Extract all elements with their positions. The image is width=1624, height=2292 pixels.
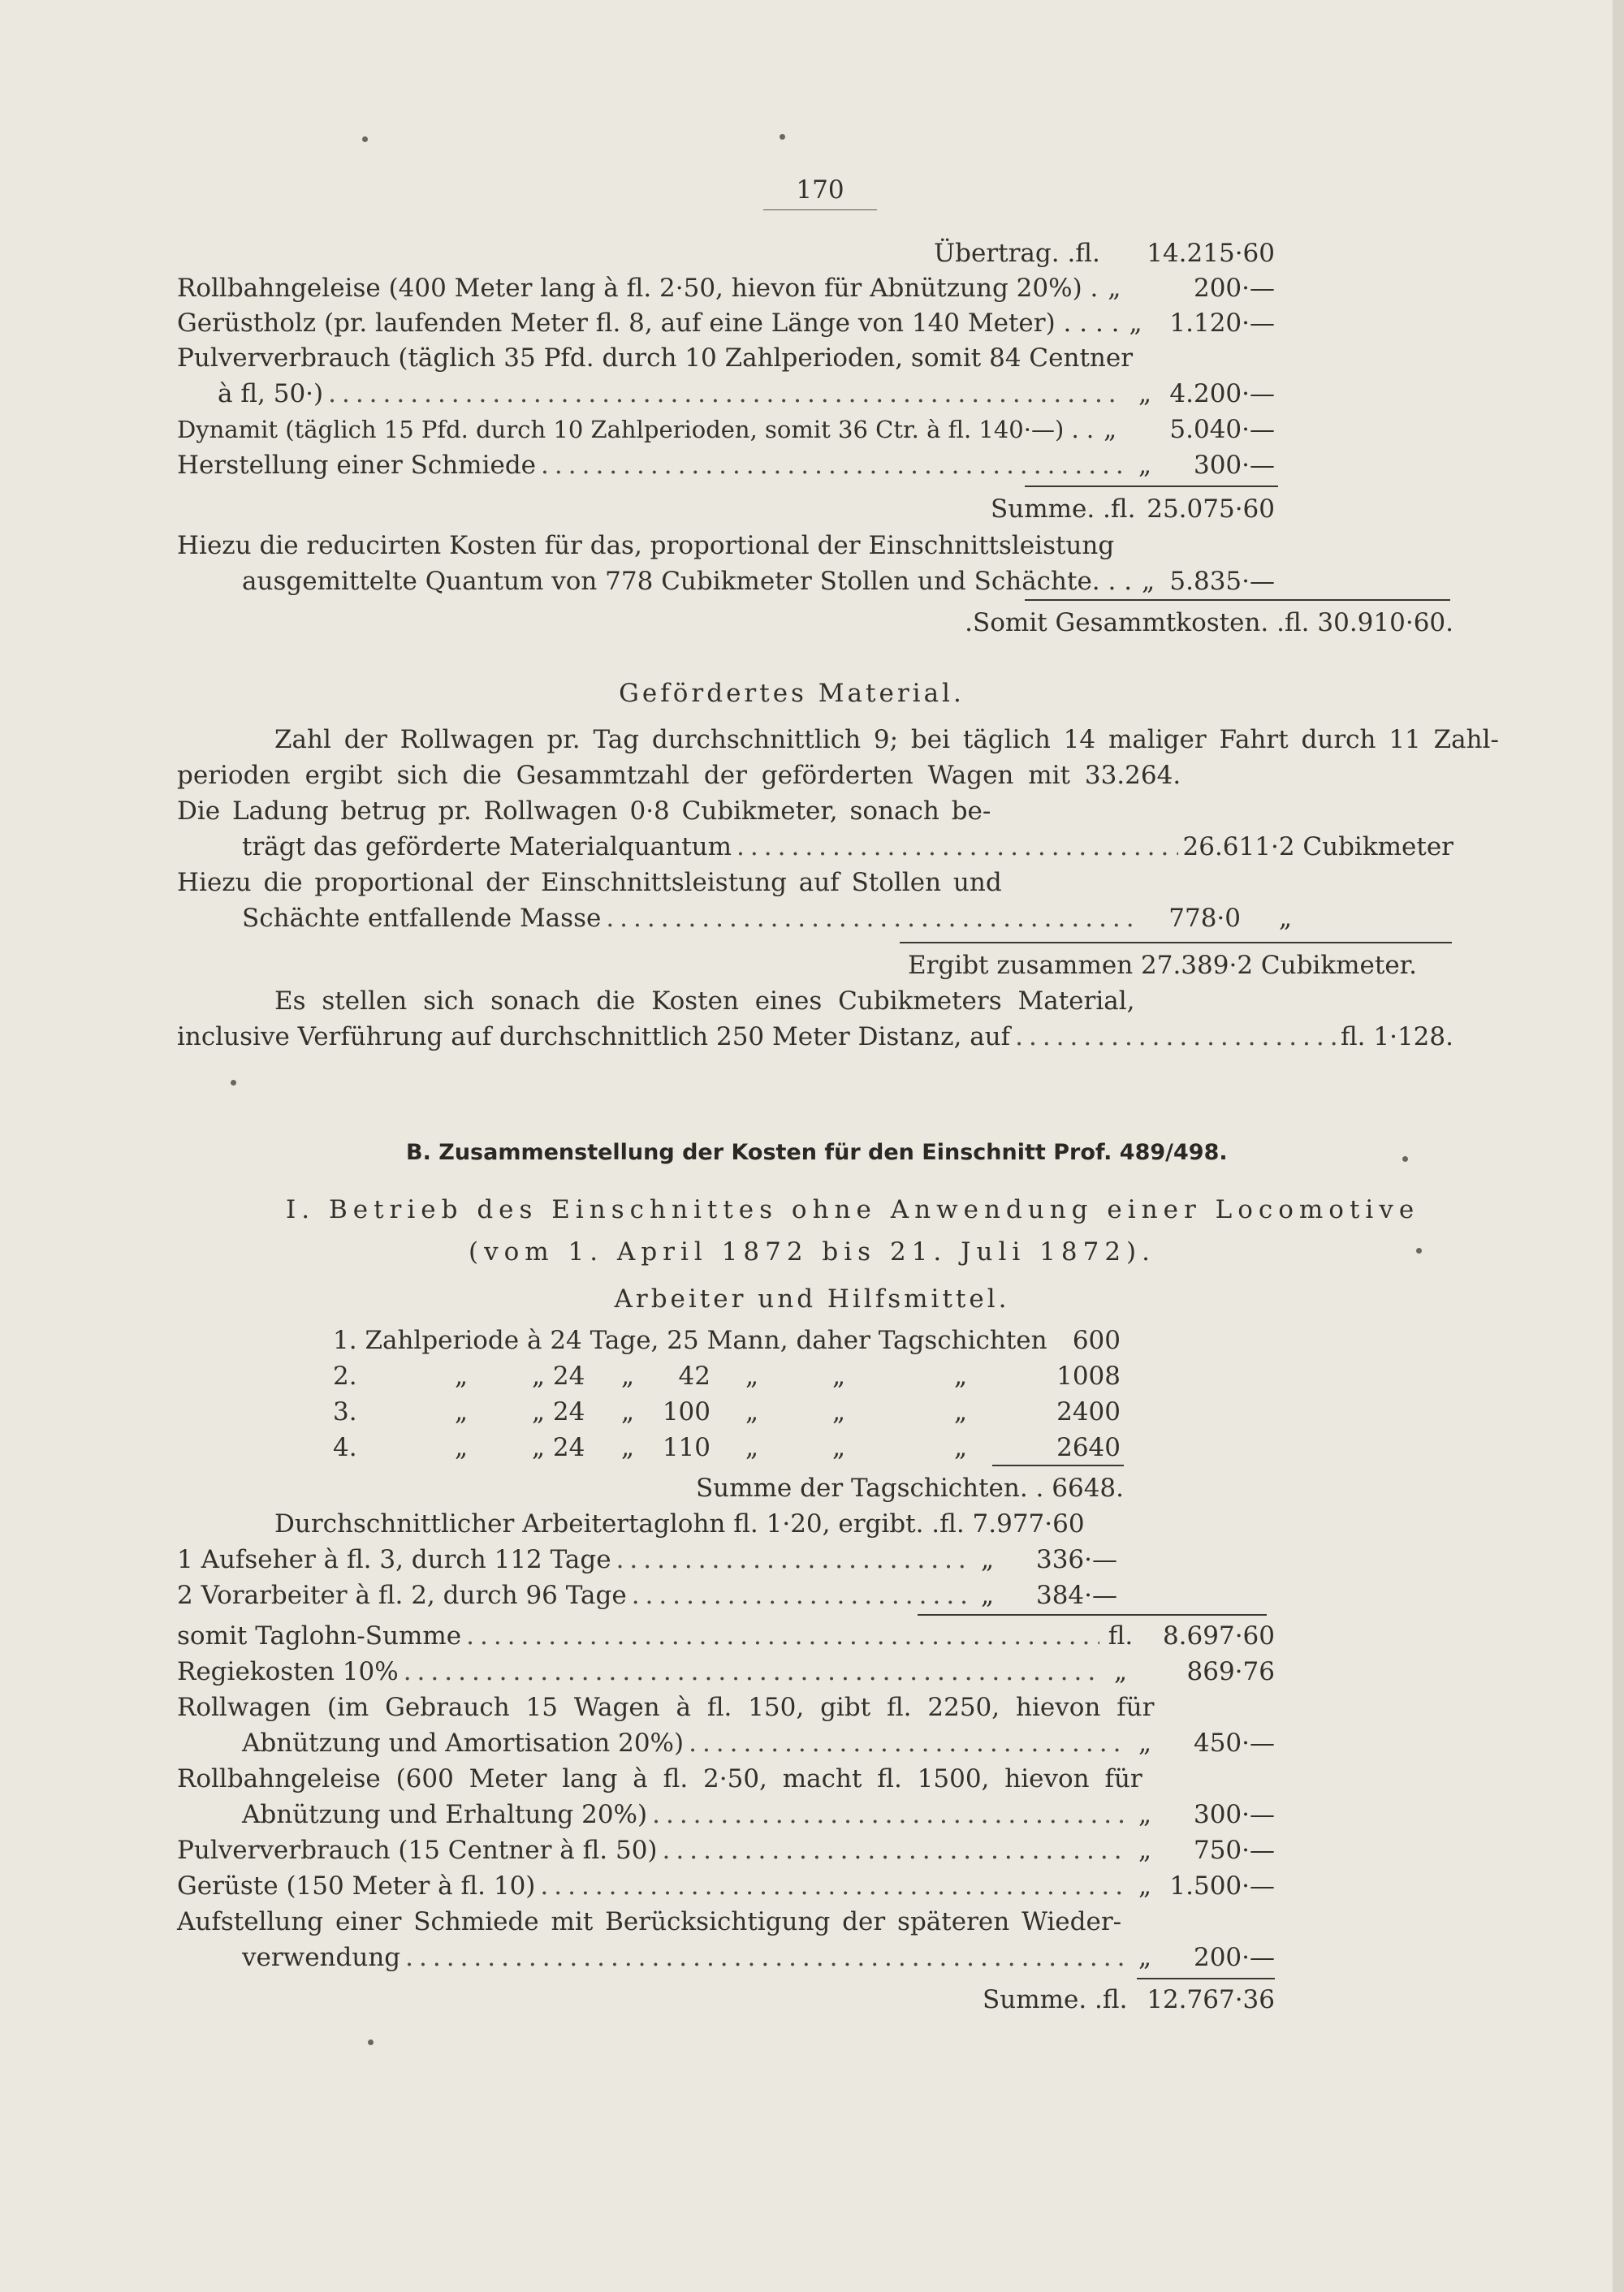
- material-quantity-line: trägt das geförderte Materialquantum ..... 26.611·2 Cubikmeter: [242, 829, 1453, 865]
- supervisor-line: 2 Vorarbeiter à fl. 2, durch 96 Tage ..... „ 384·—: [177, 1578, 1117, 1613]
- material-cost-line2: inclusive Verführung auf durchschnittlich 250 Meter Distanz, auf ..... fl. 1·128.: [177, 1019, 1453, 1055]
- ditto-mark: „: [745, 1433, 759, 1462]
- cost-item: à fl, 50·) ..... „ 4.200·—: [218, 376, 1275, 412]
- sum-label: Summe. .fl.: [983, 1985, 1128, 2014]
- period-men: 100: [662, 1397, 710, 1427]
- page-number: 170: [796, 175, 844, 205]
- cost-item-line1: Aufstellung einer Schmiede mit Berücksichtigung der späteren Wieder-: [177, 1907, 1122, 1936]
- ditto-mark: „: [455, 1397, 469, 1427]
- wage-sum-line: somit Taglohn-Summe ..... fl. 8.697·60: [177, 1618, 1275, 1654]
- period-men: 42: [678, 1362, 710, 1391]
- period-days: „ 24: [532, 1397, 585, 1427]
- ditto-mark: „: [832, 1397, 846, 1427]
- material-title: Gefördertes Material.: [619, 679, 965, 708]
- material-para3-line1: Hiezu die proportional der Einschnittsleistung auf Stollen und: [177, 868, 1002, 897]
- hiezu-line1: Hiezu die reducirten Kosten für das, proportional der Einschnittsleistung: [177, 531, 1115, 560]
- period-value: 2400: [1056, 1397, 1121, 1427]
- period-row: 1. Zahlperiode à 24 Tage, 25 Mann, daher Tagschichten: [333, 1326, 1047, 1355]
- transfer-value: 14.215·60: [1147, 239, 1275, 268]
- final-sum-rule: [1137, 1978, 1275, 1979]
- ditto-mark: „: [832, 1433, 846, 1462]
- period-number: 4.: [333, 1433, 357, 1462]
- cost-item: Gerüstholz (pr. laufenden Meter fl. 8, auf eine Länge von 140 Meter) . . . . „ 1.120·—: [177, 309, 1275, 338]
- period-value: 1008: [1056, 1362, 1121, 1391]
- transfer-label: Übertrag. .fl.: [934, 239, 1100, 268]
- paper-speck: [231, 1080, 236, 1086]
- transfer-line: [934, 235, 1275, 271]
- cost-item-line1: Rollbahngeleise (600 Meter lang à fl. 2·50, macht fl. 1500, hievon für: [177, 1764, 1142, 1793]
- period-days: „ 24: [532, 1362, 585, 1391]
- supervisor-line: 1 Aufseher à fl. 3, durch 112 Tage ..... „ 336·—: [177, 1542, 1117, 1578]
- hiezu-line2: ausgemittelte Quantum von 778 Cubikmeter Stollen und Schächte. . . „ 5.835·—: [242, 567, 1275, 596]
- period-days: „ 24: [532, 1433, 585, 1462]
- shifts-sum: Summe der Tagschichten. . 6648.: [695, 1474, 1124, 1503]
- sum-rule: [1025, 486, 1278, 487]
- material-additional-line: Schächte entfallende Masse ..... 778·0 „: [242, 900, 1330, 936]
- sum-value: 25.075·60: [1147, 494, 1275, 524]
- ditto-mark: „: [621, 1433, 635, 1462]
- material-cost-line1: Es stellen sich sonach die Kosten eines Cubikmeters Material,: [274, 986, 1135, 1016]
- period-value: 600: [1072, 1326, 1121, 1355]
- material-total-rule: [900, 942, 1452, 943]
- cost-item: Rollbahngeleise (400 Meter lang à fl. 2·50, hievon für Abnützung 20%) . „ 200·—: [177, 274, 1275, 303]
- sum-value: 12.767·36: [1147, 1985, 1275, 2014]
- ditto-mark: „: [954, 1433, 968, 1462]
- cost-item: Dynamit (täglich 15 Pfd. durch 10 Zahlperioden, somit 36 Ctr. à fl. 140·—) . . „ 5.040·—: [177, 415, 1275, 444]
- page-number-rule: [763, 209, 877, 210]
- section-heading: B. Zusammenstellung der Kosten für den Einschnitt Prof. 489/498.: [406, 1140, 1228, 1165]
- paper-speck: [780, 134, 785, 140]
- ditto-mark: „: [621, 1397, 635, 1427]
- cost-item-line1: Rollwagen (im Gebrauch 15 Wagen à fl. 150, gibt fl. 2250, hievon für: [177, 1693, 1155, 1722]
- total-costs-line: .Somit Gesammtkosten. .fl. 30.910·60.: [965, 608, 1453, 637]
- cost-item: Abnützung und Erhaltung 20%) ..... „ 300·—: [242, 1797, 1275, 1832]
- regie-line: Regiekosten 10% ..... „ 869·76: [177, 1654, 1275, 1690]
- average-wage: Durchschnittlicher Arbeitertaglohn fl. 1·20, ergibt. .fl. 7.977·60: [274, 1509, 1085, 1539]
- final-sum-line: [983, 1982, 1275, 2018]
- material-total: Ergibt zusammen 27.389·2 Cubikmeter.: [908, 951, 1417, 980]
- cost-item: verwendung ..... „ 200·—: [242, 1940, 1275, 1975]
- ditto-mark: „: [954, 1362, 968, 1391]
- ditto-mark: „: [832, 1362, 846, 1391]
- cost-item: Pulververbrauch (15 Centner à fl. 50) ..... „ 750·—: [177, 1832, 1275, 1868]
- paper-speck: [362, 136, 368, 142]
- ditto-mark: „: [455, 1433, 469, 1462]
- period-value: 2640: [1056, 1433, 1121, 1462]
- period-men: 110: [662, 1433, 710, 1462]
- cost-item-line1: Pulververbrauch (täglich 35 Pfd. durch 10 Zahlperioden, somit 84 Centner: [177, 343, 1134, 373]
- wage-rule: [918, 1614, 1267, 1616]
- page-edge-shadow: [1613, 0, 1624, 2292]
- paper-speck: [1402, 1156, 1408, 1162]
- period-number: 2.: [333, 1362, 357, 1391]
- material-para2-line1: Die Ladung betrug pr. Rollwagen 0·8 Cubikmeter, sonach be-: [177, 796, 991, 826]
- cost-item: Abnützung und Amortisation 20%) ..... „ 450·—: [242, 1725, 1275, 1761]
- material-para1-line2: perioden ergibt sich die Gesammtzahl der geförderten Wagen mit 33.264.: [177, 761, 1181, 790]
- ditto-mark: „: [954, 1397, 968, 1427]
- cost-item: Gerüste (150 Meter à fl. 10) ..... „ 1.500·—: [177, 1868, 1275, 1904]
- ditto-mark: „: [745, 1362, 759, 1391]
- ditto-mark: „: [455, 1362, 469, 1391]
- ditto-mark: „: [745, 1397, 759, 1427]
- paper-speck: [368, 2039, 374, 2045]
- period-number: 3.: [333, 1397, 357, 1427]
- shifts-rule: [992, 1465, 1124, 1466]
- section-subheading-dates: (vom 1. April 1872 bis 21. Juli 1872).: [468, 1237, 1156, 1267]
- ditto-mark: „: [621, 1362, 635, 1391]
- workers-title: Arbeiter und Hilfsmittel.: [614, 1284, 1010, 1314]
- sum-line: [991, 491, 1275, 527]
- sum-label: Summe. .fl.: [991, 494, 1136, 524]
- paper-speck: [1416, 1248, 1422, 1254]
- cost-item: Herstellung einer Schmiede ..... „ 300·—: [177, 447, 1275, 483]
- total-rule: [1025, 599, 1450, 601]
- material-para1-line1: Zahl der Rollwagen pr. Tag durchschnittlich 9; bei täglich 14 maliger Fahrt durch 11 Zahl-: [274, 725, 1500, 754]
- section-subheading: I. Betrieb des Einschnittes ohne Anwendung einer Locomotive: [286, 1195, 1420, 1224]
